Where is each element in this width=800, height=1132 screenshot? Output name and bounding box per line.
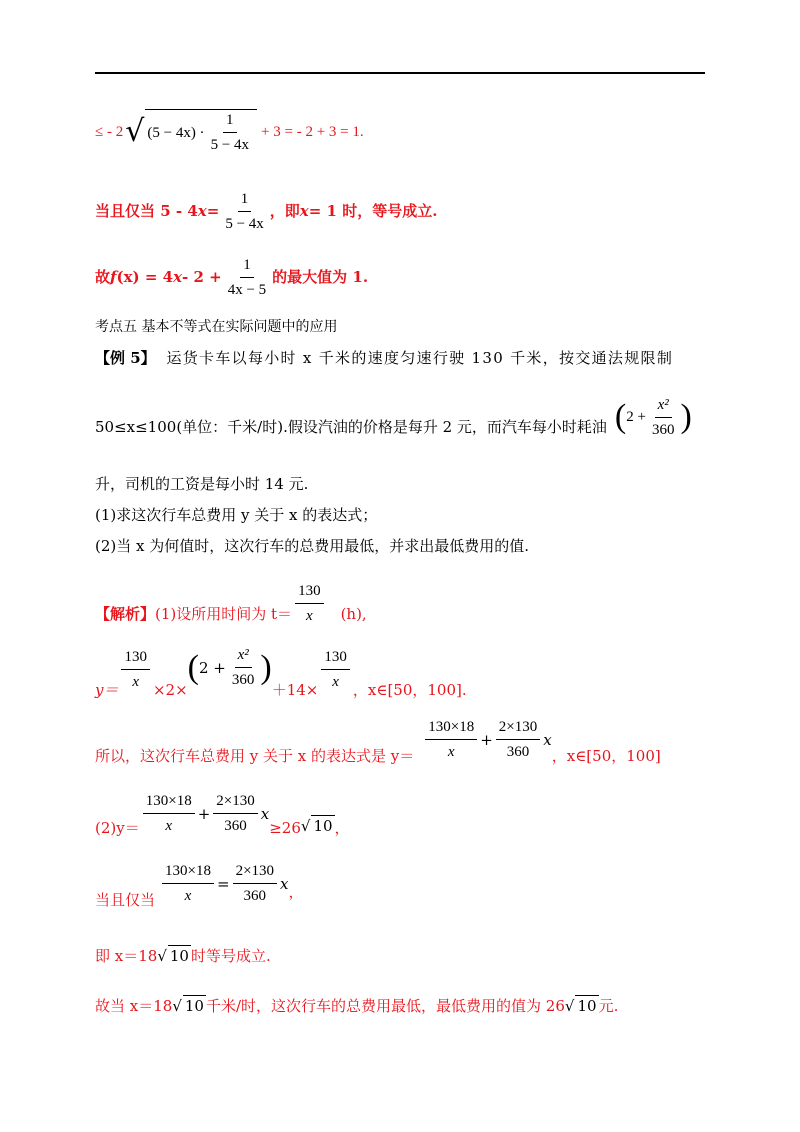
s2-tail: ，x∈[50，100]. bbox=[352, 681, 467, 699]
var-x: x bbox=[197, 202, 207, 220]
eq-sign: = bbox=[206, 202, 220, 220]
radical-sign: √ bbox=[125, 114, 145, 149]
max-frac-den: 4x − 5 bbox=[227, 281, 267, 298]
header-rule bbox=[95, 72, 705, 74]
radicand-expr: (5 − 4x) · bbox=[147, 124, 205, 141]
radicand-frac-num: 1 bbox=[223, 110, 237, 133]
example-text-1: 运货卡车以每小时 x 千米的速度匀速行驶 130 千米，按交通法规限制 bbox=[166, 349, 674, 367]
s7-sqrt-2: √ 10 bbox=[564, 997, 597, 1015]
s7-pre: 故当 x＝18 bbox=[95, 997, 173, 1015]
radicand bbox=[145, 109, 257, 155]
question-2: (2)当 x 为何值时，这次行车的总费用最低，并求出最低费用的值. bbox=[95, 537, 530, 555]
radicand-frac-den: 5 − 4x bbox=[210, 137, 250, 153]
s4-frac1-den: x bbox=[165, 818, 173, 834]
s2-frac-den: x bbox=[132, 674, 140, 690]
example-line-3: 升，司机的工资是每小时 14 元. bbox=[95, 475, 309, 493]
s4-expression bbox=[140, 791, 269, 836]
sol-s1-text: (1)设所用时间为 t＝ bbox=[155, 605, 293, 623]
s5-expression bbox=[159, 861, 288, 906]
s4-sqrt: √ 10 bbox=[300, 817, 333, 835]
s5-tail: ， bbox=[288, 883, 304, 901]
s7-radicand: 10 bbox=[184, 997, 204, 1015]
s5-pre: 当且仅当 bbox=[95, 891, 156, 909]
s7-radicand-2: 10 bbox=[577, 997, 597, 1015]
solution-line-4 bbox=[95, 788, 350, 838]
example-text-2: 50≤x≤100(单位：千米/时).假设汽油的价格是每升 2 元，而汽车每小时耗油 bbox=[95, 418, 607, 436]
solution-line-2 bbox=[95, 640, 467, 700]
s3-plus: + bbox=[480, 730, 493, 749]
s7-tail: 元. bbox=[598, 997, 619, 1015]
s5-eq: = bbox=[216, 874, 230, 893]
inequality-line bbox=[95, 112, 364, 152]
s1-frac-den: x bbox=[305, 608, 313, 624]
cond-frac-den: 5 − 4x bbox=[225, 215, 264, 232]
s5-frac2-num: 2×130 bbox=[233, 861, 277, 884]
solution-line-5 bbox=[95, 860, 304, 910]
s5-x: x bbox=[280, 874, 289, 893]
s2-times2: ×2× bbox=[152, 681, 188, 699]
section-title: 考点五 基本不等式在实际问题中的应用 bbox=[95, 319, 338, 335]
s6-sqrt: √ 10 bbox=[157, 947, 189, 965]
s4-tail: ， bbox=[334, 819, 350, 837]
var-x2: x bbox=[299, 202, 309, 220]
solution-tag: 【解析】 bbox=[95, 605, 156, 623]
equality-condition-line bbox=[95, 188, 437, 234]
s2-frac-num: 130 bbox=[121, 647, 150, 670]
example-line-2 bbox=[95, 396, 692, 452]
fuel-frac-num: x² bbox=[655, 395, 672, 418]
max-frac-num: 1 bbox=[240, 255, 254, 278]
s5-frac2-den: 360 bbox=[243, 888, 267, 904]
s6-pre: 即 x＝18 bbox=[95, 947, 158, 965]
fuel-expression: ( 2 + $\frac{\text{x²}}{360}$ ) bbox=[614, 396, 692, 438]
s6-radicand: 10 bbox=[169, 947, 189, 965]
s2-plus14: ＋14× bbox=[271, 681, 319, 699]
func-f: f bbox=[110, 268, 117, 286]
example-tag: 【例 5】 bbox=[95, 349, 156, 367]
s7-mid: 千米/时，这次行车的总费用最低，最低费用的值为 26 bbox=[205, 997, 565, 1015]
s7-sqrt: √ 10 bbox=[172, 997, 204, 1015]
s4-x: x bbox=[260, 804, 270, 823]
s6-tail: 时等号成立. bbox=[190, 947, 271, 965]
max-mid: - 2 + bbox=[182, 268, 222, 286]
s3-frac2-den: 360 bbox=[506, 744, 530, 760]
cond-tail: = 1 时，等号成立. bbox=[308, 202, 438, 220]
func-arg: (x) = 4 bbox=[116, 268, 174, 286]
s1-frac-num: 130 bbox=[295, 581, 324, 604]
fuel-frac-den: 360 bbox=[651, 421, 675, 438]
example-line-1 bbox=[95, 348, 705, 368]
question-1: (1)求这次行车总费用 y 关于 x 的表达式； bbox=[95, 506, 378, 524]
s2-frac2-num: 130 bbox=[321, 647, 350, 670]
le-text: ≤ - 2 bbox=[95, 124, 124, 140]
fuel-const: 2 + bbox=[626, 409, 646, 425]
s2-inner-const: 2 + bbox=[199, 658, 226, 677]
max-tail: 的最大值为 1. bbox=[272, 268, 369, 286]
s4-plus: + bbox=[197, 804, 211, 823]
s3-tail: ，x∈[50，100] bbox=[551, 747, 661, 765]
max-value-line bbox=[95, 254, 368, 300]
solution-line-3 bbox=[95, 716, 661, 766]
s3-frac1-den: x bbox=[447, 744, 455, 760]
ineq-tail: + 3 = - 2 + 3 = 1. bbox=[261, 124, 364, 140]
s4-radicand: 10 bbox=[313, 817, 333, 835]
s2-inner-den: 360 bbox=[231, 672, 255, 688]
s2-y: y＝ bbox=[95, 681, 119, 699]
s4-frac2-num: 2×130 bbox=[213, 791, 257, 814]
cond-mid: ，即 bbox=[269, 202, 300, 220]
s3-expression bbox=[422, 717, 551, 762]
s3-x: x bbox=[543, 730, 552, 749]
s3-frac2-num: 2×130 bbox=[496, 717, 540, 740]
s4-frac1-num: 130×18 bbox=[143, 791, 195, 814]
s4-pre: (2)y＝ bbox=[95, 819, 140, 837]
max-pre: 故 bbox=[95, 268, 111, 286]
s4-frac2-den: 360 bbox=[224, 818, 247, 834]
s5-frac1-den: x bbox=[184, 888, 192, 904]
var-x3: x bbox=[173, 268, 183, 286]
s1-tail: (h), bbox=[340, 605, 367, 623]
s2-paren-expr: ( 2 + $\frac{\text{x²}}{360}$ ) bbox=[187, 647, 272, 688]
s2-frac2-den: x bbox=[332, 674, 339, 690]
cond-frac-num: 1 bbox=[238, 189, 252, 212]
solution-line-7 bbox=[95, 990, 618, 1016]
s5-frac1-num: 130×18 bbox=[162, 861, 214, 884]
s2-inner-num: x² bbox=[235, 645, 252, 668]
s3-frac1-num: 130×18 bbox=[425, 717, 477, 740]
s3-text: 所以，这次行车总费用 y 关于 x 的表达式是 y＝ bbox=[95, 747, 415, 765]
solution-line-6 bbox=[95, 940, 271, 966]
cond-pre: 当且仅当 5 - 4 bbox=[95, 202, 198, 220]
solution-line-1 bbox=[95, 574, 367, 624]
s4-ge: ≥26 bbox=[269, 819, 301, 837]
